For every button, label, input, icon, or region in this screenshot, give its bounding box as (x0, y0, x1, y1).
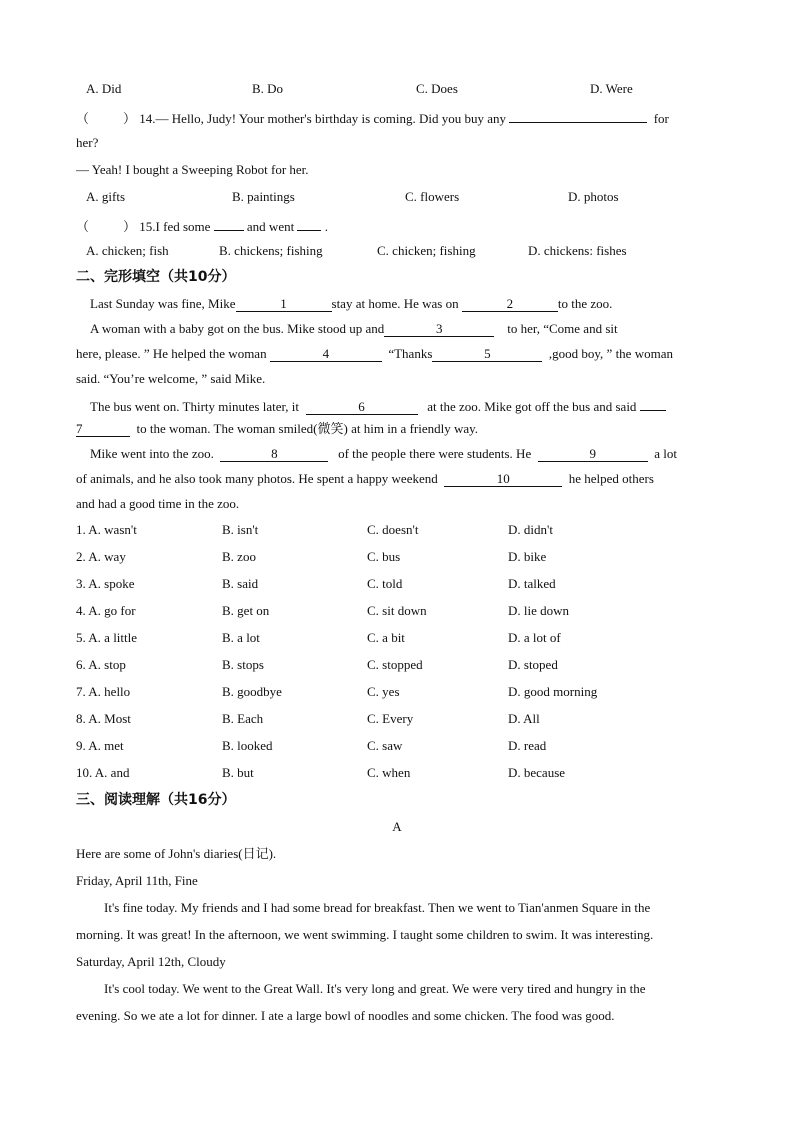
option-4a: 4. A. go for (76, 603, 136, 618)
option-1a: 1. A. wasn't (76, 522, 137, 537)
q15-option-c: C. chicken; fishing (377, 243, 476, 258)
q14-option-a: A. gifts (86, 189, 125, 204)
option-4b: B. get on (222, 603, 270, 618)
option-7b: B. goodbye (222, 684, 282, 699)
cloze-blank-9[interactable]: 9 (538, 447, 648, 462)
cloze-line-2 (90, 321, 618, 337)
option-8c: C. Every (367, 711, 414, 726)
option-9a: 9. A. met (76, 738, 124, 753)
answer-paren-open: （ (76, 111, 90, 126)
option-4d: D. lie down (508, 603, 570, 618)
answer-paren-open: （ (76, 219, 90, 234)
option-7a: 7. A. hello (76, 684, 131, 699)
cloze-blank-3[interactable]: 3 (384, 322, 494, 337)
q15-option-a: A. chicken; fish (86, 243, 169, 258)
q15-text-c: . (324, 219, 328, 234)
cloze-text: here, please. ” He helped the woman (76, 346, 267, 361)
q14-text: 14.— Hello, Judy! Your mother's birthday is coming. Did you buy any (139, 111, 506, 126)
q14-stem-cont: her? (76, 135, 99, 150)
cloze-text: ,good boy, ” the woman (548, 346, 673, 361)
cloze-text: Mike went into the zoo. (90, 446, 214, 461)
cloze-text: The bus went on. Thirty minutes later, it (90, 399, 300, 414)
cloze-text: to the woman. The woman smiled(微笑) at him in a friendly way. (136, 421, 479, 436)
option-10c: C. when (367, 765, 411, 780)
cloze-line-1 (90, 296, 612, 312)
cloze-text: stay at home. He was on (331, 296, 459, 311)
option-1d: D. didn't (508, 522, 553, 537)
option-7d: D. good morning (508, 684, 598, 699)
option-6b: B. stops (222, 657, 264, 672)
option-3b: B. said (222, 576, 259, 591)
option-2a: 2. A. way (76, 549, 126, 564)
q14-blank[interactable] (509, 108, 647, 123)
cloze-blank-10[interactable]: 10 (444, 472, 562, 487)
q13-option-b: B. Do (252, 81, 284, 96)
option-5b: B. a lot (222, 630, 260, 645)
diary-1-line-2: morning. It was great! In the afternoon, we went swimming. I taught some children to swim. It was interesting. (76, 927, 654, 942)
option-5a: 5. A. a little (76, 630, 138, 645)
answer-paren-close: ） (123, 219, 137, 234)
cloze-line-3 (76, 346, 673, 362)
cloze-text: to her, “Come and sit (507, 321, 618, 336)
option-7c: C. yes (367, 684, 400, 699)
cloze-blank-7-start[interactable] (640, 396, 666, 411)
cloze-blank-1[interactable]: 1 (236, 297, 332, 312)
option-10d: D. because (508, 765, 566, 780)
cloze-text: a lot (654, 446, 677, 461)
cloze-text: A woman with a baby got on the bus. Mike stood up and (90, 321, 385, 336)
option-6a: 6. A. stop (76, 657, 126, 672)
option-6d: D. stoped (508, 657, 558, 672)
q13-option-c: C. Does (416, 81, 458, 96)
section-2-title: 二、完形填空（共10分） (76, 269, 236, 285)
cloze-blank-8[interactable]: 8 (220, 447, 328, 462)
q13-option-d: D. Were (590, 81, 633, 96)
q14-option-d: D. photos (568, 189, 619, 204)
option-5d: D. a lot of (508, 630, 561, 645)
q15-text-b: and went (246, 219, 295, 234)
diary-2-line-1: It's cool today. We went to the Great Wall. It's very long and great. We were very tired and hungry in the (104, 981, 646, 996)
cloze-line-8 (76, 471, 654, 487)
option-8d: D. All (508, 711, 540, 726)
option-9b: B. looked (222, 738, 273, 753)
q13-option-a: A. Did (86, 81, 122, 96)
cloze-blank-6[interactable]: 6 (306, 400, 418, 415)
option-3a: 3. A. spoke (76, 576, 135, 591)
cloze-blank-7[interactable]: 7 (76, 422, 130, 437)
q14-option-c: C. flowers (405, 189, 460, 204)
answer-paren-close: ） (123, 111, 137, 126)
cloze-text: “Thanks (388, 346, 433, 361)
cloze-line-5 (90, 396, 666, 415)
q15-blank-1[interactable] (214, 216, 244, 231)
q15-stem (76, 216, 328, 235)
q14-text-end: for (653, 111, 669, 126)
option-2c: C. bus (367, 549, 401, 564)
option-10b: B. but (222, 765, 254, 780)
option-1c: C. doesn't (367, 522, 419, 537)
section-3-title: 三、阅读理解（共16分） (76, 792, 236, 808)
q14-option-b: B. paintings (232, 189, 295, 204)
option-1b: B. isn't (222, 522, 259, 537)
option-8a: 8. A. Most (76, 711, 131, 726)
option-3c: C. told (367, 576, 403, 591)
diary-2-line-2: evening. So we ate a lot for dinner. I ate a large bowl of noodles and some chicken. The food was good. (76, 1008, 615, 1023)
option-9c: C. saw (367, 738, 403, 753)
cloze-blank-2[interactable]: 2 (462, 297, 558, 312)
option-5c: C. a bit (367, 630, 405, 645)
q14-stem (76, 108, 669, 127)
cloze-line-7 (90, 446, 677, 462)
option-4c: C. sit down (367, 603, 427, 618)
q14-reply: — Yeah! I bought a Sweeping Robot for her. (76, 162, 309, 177)
option-2b: B. zoo (222, 549, 256, 564)
option-2d: D. bike (508, 549, 547, 564)
cloze-text: Last Sunday was fine, Mike (90, 296, 236, 311)
cloze-line-6 (76, 421, 478, 437)
option-10a: 10. A. and (76, 765, 130, 780)
option-3d: D. talked (508, 576, 556, 591)
cloze-line-4: said. “You’re welcome, ” said Mike. (76, 371, 266, 386)
cloze-text: at the zoo. Mike got off the bus and said (427, 399, 637, 414)
diary-1-line-1: It's fine today. My friends and I had some bread for breakfast. Then we went to Tian'anmen Square in the (104, 900, 651, 915)
cloze-blank-4[interactable]: 4 (270, 347, 382, 362)
cloze-text: to the zoo. (557, 296, 613, 311)
q15-text-a: 15.I fed some (139, 219, 211, 234)
q15-option-d: D. chickens: fishes (528, 243, 627, 258)
cloze-line-9: and had a good time in the zoo. (76, 496, 240, 511)
option-8b: B. Each (222, 711, 264, 726)
option-6c: C. stopped (367, 657, 423, 672)
diary-1-date: Friday, April 11th, Fine (76, 873, 198, 888)
cloze-text: he helped others (568, 471, 654, 486)
cloze-text: of the people there were students. He (338, 446, 532, 461)
q15-option-b: B. chickens; fishing (219, 243, 323, 258)
cloze-text: of animals, and he also took many photos. He spent a happy weekend (76, 471, 438, 486)
q15-blank-2[interactable] (297, 216, 321, 231)
diary-2-date: Saturday, April 12th, Cloudy (76, 954, 226, 969)
cloze-blank-5[interactable]: 5 (432, 347, 542, 362)
passage-intro: Here are some of John's diaries(日记). (76, 846, 277, 861)
passage-label: A (392, 819, 402, 834)
option-9d: D. read (508, 738, 547, 753)
